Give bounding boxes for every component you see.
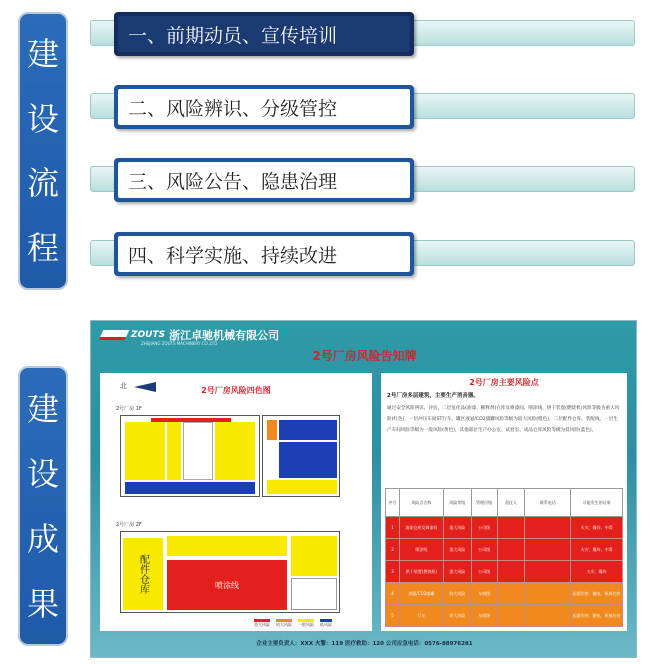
- cell-result: 起重伤害、触电、机械伤害: [571, 583, 623, 605]
- cell-no: 5: [386, 605, 400, 627]
- legend-item: 较大风险: [276, 619, 292, 628]
- cell-result: 起重伤害、触电、机械伤害: [571, 605, 623, 627]
- table-row: [386, 605, 623, 627]
- step-tab: [114, 232, 414, 276]
- floor-2-label: 2号厂房 2F: [116, 522, 142, 528]
- col-header: 管理层级: [471, 489, 497, 517]
- cell-result: 火灾、爆炸、中毒: [571, 517, 623, 539]
- cell-result: 火灾、爆炸、中毒: [571, 539, 623, 561]
- step-label: 四、科学实施、持续改进: [128, 244, 338, 267]
- step-tab: [114, 12, 414, 56]
- logo-mark-icon: [99, 330, 130, 340]
- zone-yellow: [215, 422, 255, 480]
- step-label: 三、风险公告、隐患治理: [128, 170, 338, 193]
- process-label-char: 程: [26, 228, 59, 267]
- cell-no: 1: [386, 517, 400, 539]
- cell-mgmt: 车间级: [471, 605, 497, 627]
- cell-level: 较大风险: [443, 605, 471, 627]
- zone-yellow: [291, 536, 337, 576]
- col-header: 责任人: [497, 489, 525, 517]
- floor-1-plan: [120, 415, 260, 497]
- cell-person: [497, 517, 525, 539]
- step-tab: [114, 85, 414, 129]
- cell-no: 4: [386, 583, 400, 605]
- cell-mgmt: 公司级: [471, 539, 497, 561]
- cell-person: [497, 583, 525, 605]
- zone-storage: [123, 538, 163, 610]
- step-label: 一、前期动员、宣传培训: [128, 24, 338, 47]
- process-label: [18, 12, 68, 290]
- compass-label: 北: [120, 382, 127, 390]
- col-header: 序号: [386, 489, 400, 517]
- cell-name: 喷涂线: [399, 539, 443, 561]
- col-header: 可能发生的后果: [571, 489, 623, 517]
- risk-title: 2号厂房主要风险点: [469, 378, 539, 387]
- step-4: [90, 232, 635, 276]
- zone-blue: [125, 482, 255, 494]
- step-1: [90, 12, 635, 56]
- cell-phone: [525, 561, 571, 583]
- table-row: [386, 583, 623, 605]
- step-tab: [114, 158, 414, 202]
- risk-notice-poster: [90, 320, 637, 658]
- map-legend: [254, 619, 332, 628]
- cell-name: 液氩/CO2储罐: [399, 583, 443, 605]
- results-label: [18, 366, 68, 646]
- zone-red: [151, 418, 231, 422]
- cell-phone: [525, 539, 571, 561]
- zone-yellow: [167, 536, 287, 556]
- results-label-char: 设: [26, 454, 59, 493]
- zone-paint-label: 喷涂线: [215, 580, 239, 590]
- risk-paragraph: 通过安全风险辨识、评估，二层危化品(油漆、稀释剂)仓库及喷漆间、喷涂线、烘干装置(燃烧机)风险等级为重大风险(红色)，一层冲压车间ST行车、罐区液氩/CO2储罐风险等级为较大风险(橙色)，二层配件仓库、装配线，一层生产车间风险等级为一般风险(黄色)，其他部位生产办公室、试验室、成品仓库风险等级为低风险(蓝色)。: [387, 406, 620, 433]
- cell-no: 3: [386, 561, 400, 583]
- legend-item: 重大风险: [254, 619, 270, 628]
- zone-orange: [267, 420, 277, 440]
- poster-footer: 企业主要负责人：XXX 火警：119 医疗救助：120 公司应急电话：0576-88976281: [256, 641, 473, 647]
- floor-2-plan: [120, 531, 340, 613]
- map-title: 2号厂房风险四色图: [201, 386, 271, 395]
- company-name: 浙江卓驰机械有限公司: [169, 329, 280, 342]
- results-label-char: 成: [26, 519, 59, 558]
- cell-person: [497, 539, 525, 561]
- zone-storage-label: 配件仓库: [137, 554, 149, 594]
- cell-person: [497, 561, 525, 583]
- zone-yellow: [167, 422, 181, 480]
- company-name-en: ZHEJIANG ZOUTS MACHINERY CO.,LTD: [141, 341, 218, 346]
- cell-mgmt: 公司级: [471, 561, 497, 583]
- cell-name: 行车: [399, 605, 443, 627]
- zone-yellow: [267, 480, 337, 494]
- floor-1-label: 2号厂房 1F: [116, 406, 142, 412]
- col-header: 风险等级: [443, 489, 471, 517]
- cell-name: 烘干装置(燃烧机): [399, 561, 443, 583]
- cell-phone: [525, 605, 571, 627]
- cell-mgmt: 公司级: [471, 517, 497, 539]
- zone-paint-line: [167, 560, 287, 610]
- col-header: 联系电话: [525, 489, 571, 517]
- table-row: [386, 561, 623, 583]
- risk-map-panel: [100, 373, 372, 631]
- step-label: 二、风险辨识、分级管控: [128, 97, 338, 120]
- cell-phone: [525, 517, 571, 539]
- zone-blue: [279, 442, 337, 478]
- step-2: [90, 85, 635, 129]
- legend-item: 一般风险: [298, 619, 314, 628]
- cell-phone: [525, 583, 571, 605]
- table-row: [386, 517, 623, 539]
- col-header: 风险点名称: [399, 489, 443, 517]
- cell-no: 2: [386, 539, 400, 561]
- zone-white: [291, 578, 337, 610]
- floor-1-plan-east: [262, 415, 340, 497]
- risk-subtitle: 2号厂房多层建筑，主要生产消音器。: [387, 393, 479, 399]
- step-3: [90, 158, 635, 202]
- risk-table-header: [386, 489, 623, 517]
- cell-mgmt: 车间级: [471, 583, 497, 605]
- legend-item: 低风险: [320, 619, 332, 628]
- zone-blue: [279, 420, 337, 440]
- cell-level: 重大风险: [443, 561, 471, 583]
- poster-title: 2号厂房风险告知牌: [312, 349, 417, 363]
- cell-level: 较大风险: [443, 583, 471, 605]
- risk-table: [385, 488, 623, 627]
- results-label-char: 果: [26, 584, 59, 623]
- cell-person: [497, 605, 525, 627]
- logo-brand: ZOUTS: [131, 330, 166, 340]
- cell-result: 火灾、爆炸: [571, 561, 623, 583]
- risk-info-panel: [381, 373, 627, 631]
- cell-level: 重大风险: [443, 517, 471, 539]
- process-label-char: 设: [26, 99, 59, 138]
- process-label-char: 流: [26, 164, 59, 203]
- cell-level: 重大风险: [443, 539, 471, 561]
- zone-yellow: [125, 422, 165, 480]
- results-label-char: 建: [26, 389, 59, 428]
- zone-white: [183, 422, 213, 480]
- cell-name: 油漆仓库及调漆间: [399, 517, 443, 539]
- process-label-char: 建: [26, 35, 59, 74]
- table-row: [386, 539, 623, 561]
